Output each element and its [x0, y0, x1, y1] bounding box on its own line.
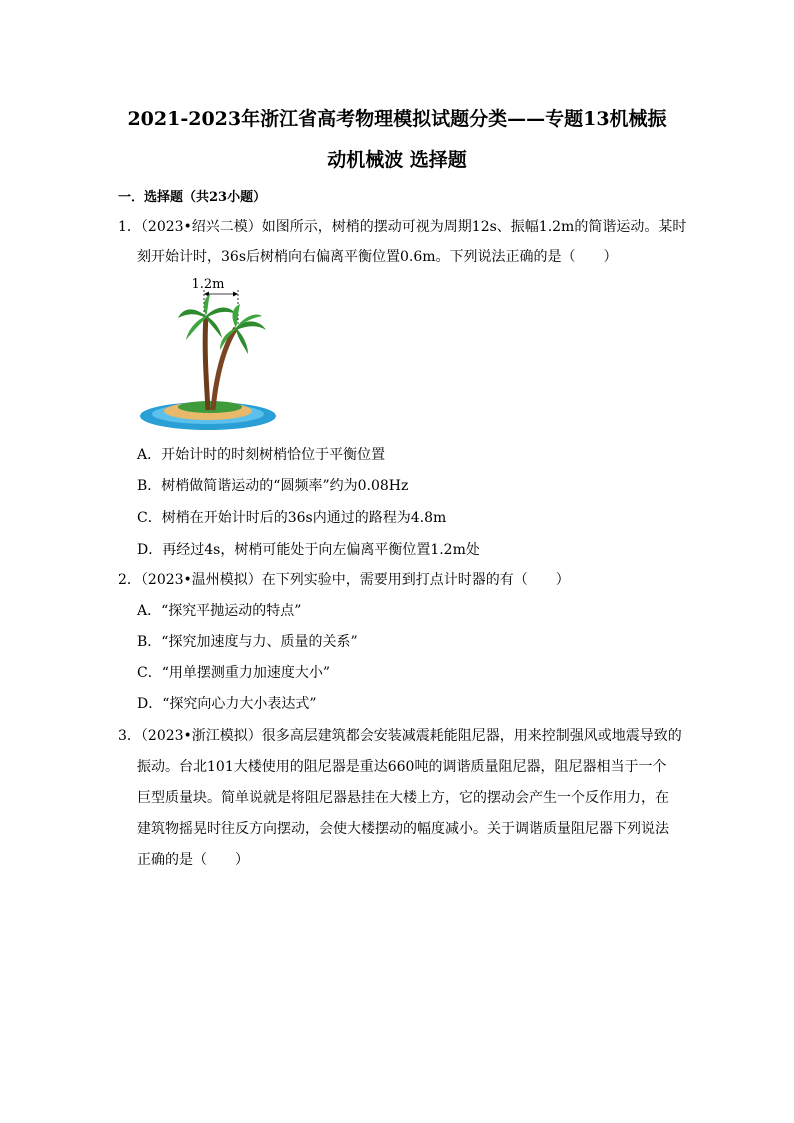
amplitude-arrow-right-head	[233, 292, 238, 297]
document-title-line-2: 动机械波 选择题	[327, 149, 467, 171]
palm-tree-figure	[138, 276, 288, 436]
frond	[206, 316, 222, 338]
question-2-option-d: D．“探究向心力大小表达式”	[137, 696, 317, 712]
question-3-line-1: 3．（2023•浙江模拟）很多高层建筑都会安装减震耗能阻尼器，用来控制强风或地震导致的	[118, 728, 682, 744]
question-1-option-c: C．树梢在开始计时后的36s内通过的路程为4.8m	[137, 510, 447, 526]
question-3-line-3: 巨型质量块。简单说就是将阻尼器悬挂在大楼上方，它的摆动会产生一个反作用力，在	[137, 790, 669, 806]
question-1-option-a: A．开始计时的时刻树梢恰位于平衡位置	[137, 447, 386, 463]
frond	[178, 309, 206, 318]
palm-tree-illustration	[138, 276, 288, 436]
amplitude-label: 1.2m	[191, 277, 225, 292]
document-title-line-1: 2021-2023年浙江省高考物理模拟试题分类——专题13机械振	[127, 108, 667, 130]
section-heading: 一．选择题（共23小题）	[118, 190, 267, 205]
question-3-line-4: 建筑物摇晃时往反方向摆动，会使大楼摆动的幅度减小。关于调谐质量阻尼器下列说法	[137, 821, 669, 837]
question-3-line-2: 振动。台北101大楼使用的阻尼器是重达660吨的调谐质量阻尼器，阻尼器相当于一个	[137, 759, 667, 775]
question-1-option-b: B．树梢做简谐运动的“圆频率”约为0.08Hz	[137, 478, 409, 494]
question-2-option-a: A．“探究平抛运动的特点”	[137, 603, 302, 619]
question-2-option-c: C．“用单摆测重力加速度大小”	[137, 665, 331, 681]
palm-trunk-left	[205, 316, 208, 410]
question-3-line-5: 正确的是（ ）	[137, 852, 249, 868]
question-1-line-1: 1．（2023•绍兴二模）如图所示，树梢的摆动可视为周期12s、振幅1.2m的简谐运动。某时	[118, 219, 687, 235]
question-1-option-d: D．再经过4s，树梢可能处于向左偏离平衡位置1.2m处	[137, 542, 480, 558]
frond	[204, 294, 210, 316]
question-2-line-1: 2．（2023•温州模拟）在下列实验中，需要用到打点计时器的有（ ）	[118, 572, 570, 588]
question-1-line-2: 刻开始计时，36s后树梢向右偏离平衡位置0.6m。下列说法正确的是（ ）	[137, 249, 618, 265]
frond	[236, 328, 248, 354]
frond	[206, 308, 236, 319]
question-2-option-b: B．“探究加速度与力、质量的关系”	[137, 634, 358, 650]
